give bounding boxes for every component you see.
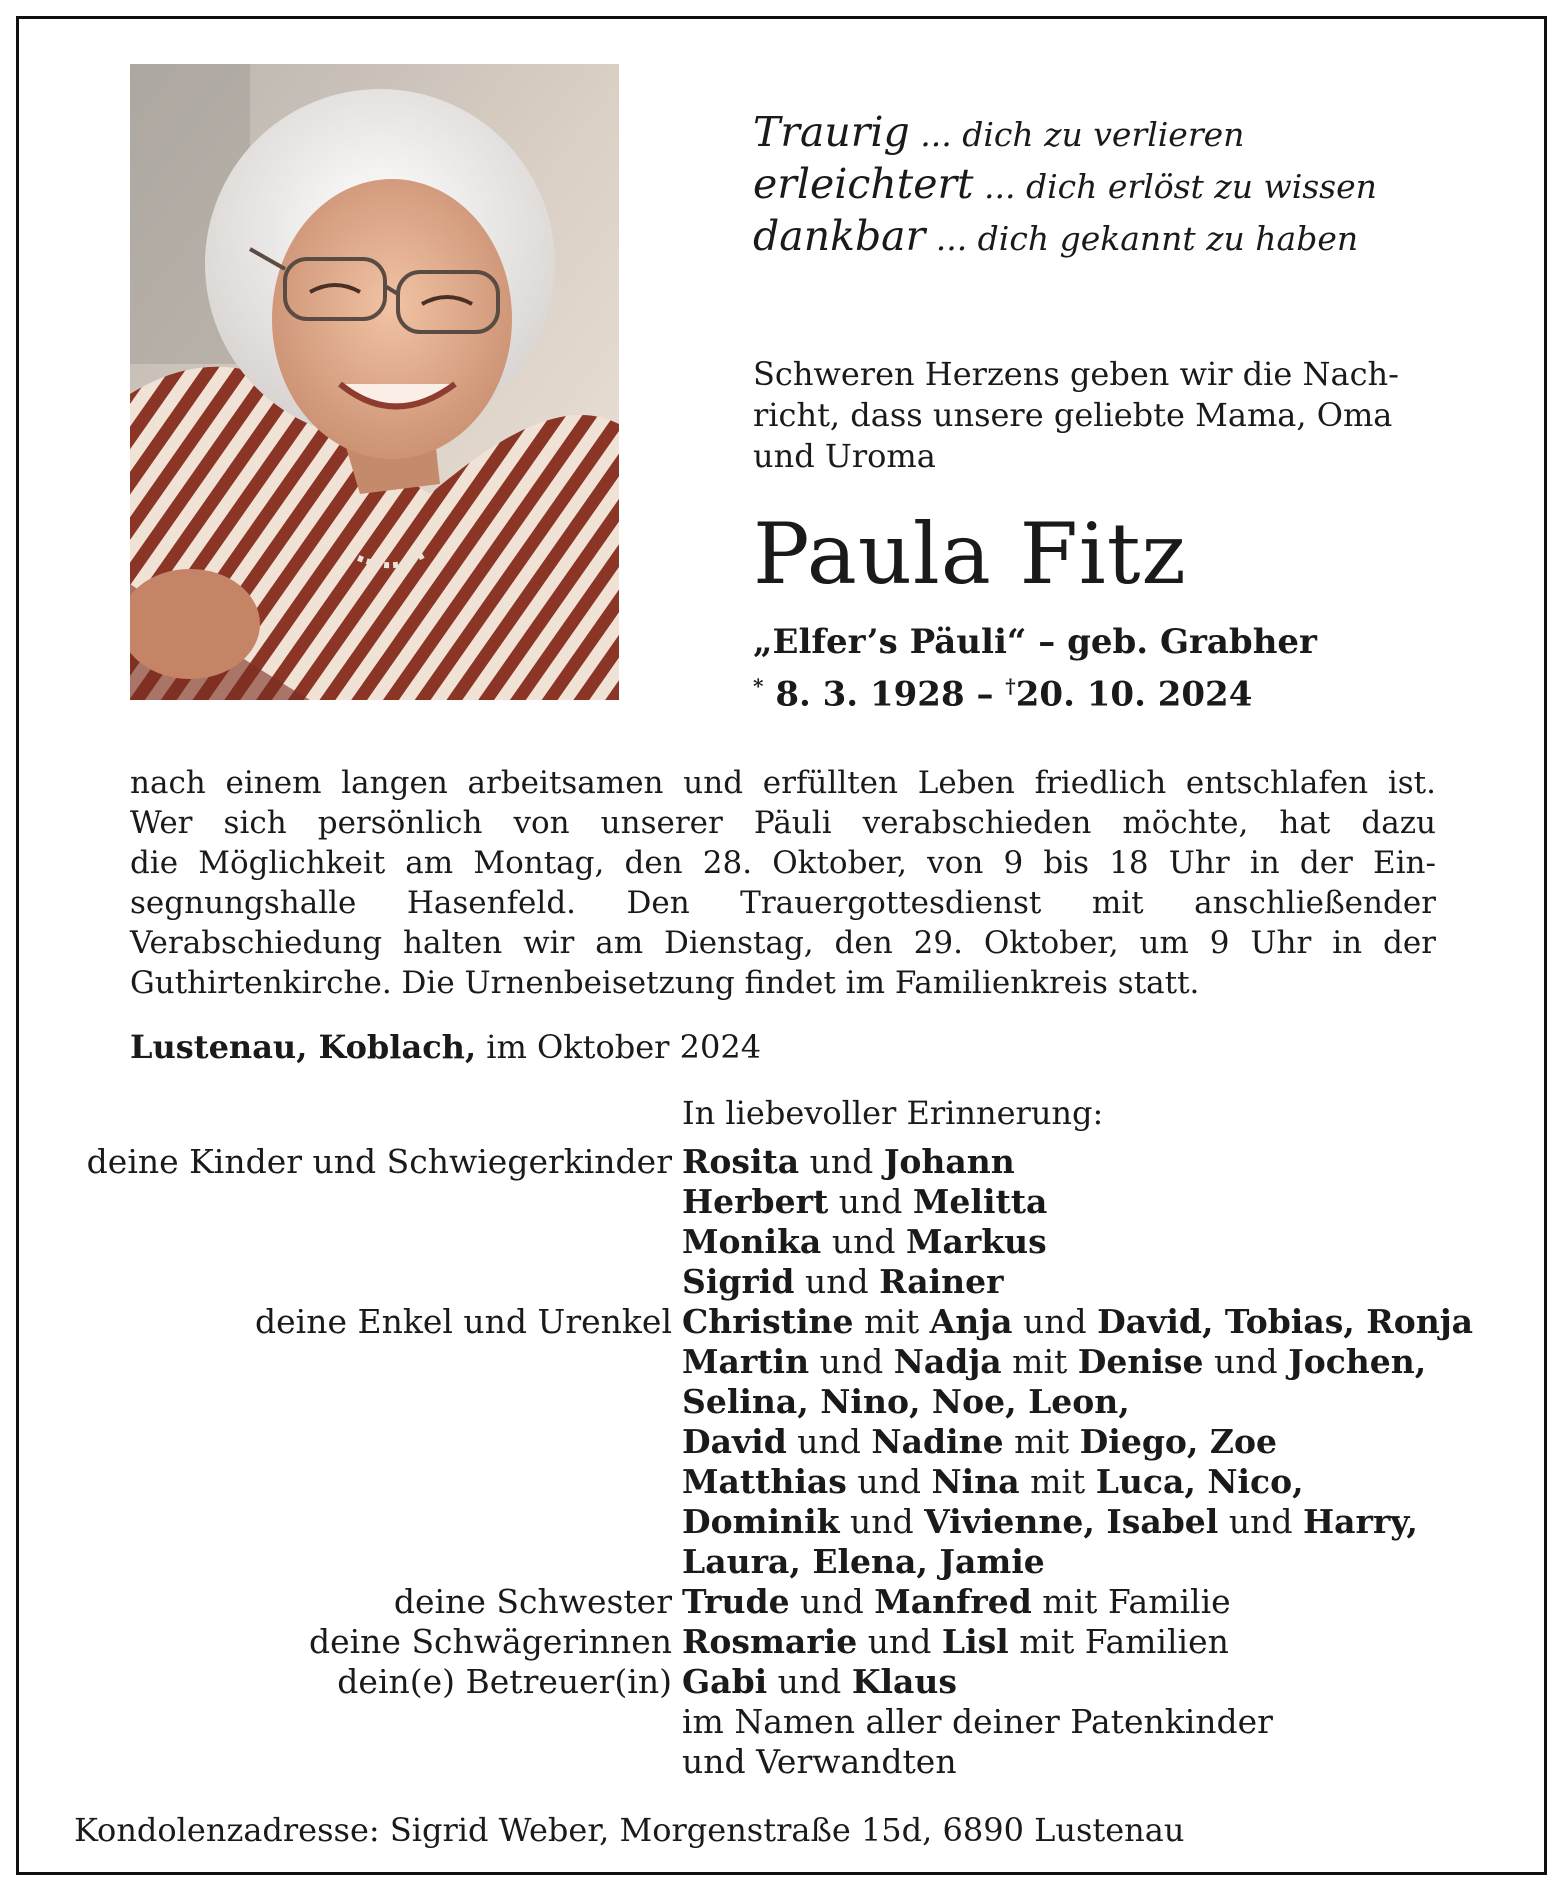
person-name: Dominik	[682, 1502, 840, 1541]
announcement-body	[130, 763, 1436, 1003]
connector-text: und	[828, 1182, 913, 1221]
poem-line	[753, 160, 1453, 212]
relationship-label	[60, 1742, 682, 1782]
mourner-row	[60, 1342, 1540, 1382]
poem-phrase: ... dich erlöst zu wissen	[973, 167, 1377, 206]
mourner-names	[682, 1542, 1045, 1582]
mourner-row	[60, 1622, 1540, 1662]
person-name: Melitta	[912, 1182, 1048, 1221]
person-name: Jochen,	[1288, 1342, 1427, 1381]
connector-text: und	[786, 1422, 872, 1461]
month-year: im Oktober 2024	[476, 1028, 762, 1066]
relationship-label	[60, 1462, 682, 1502]
poem-phrase: ... dich gekannt zu haben	[925, 219, 1359, 258]
connector-text: und	[794, 1262, 880, 1301]
connector-text: und Verwandten	[682, 1742, 957, 1781]
body-line: Guthirtenkirche. Die Urnenbeisetzung findet im Familienkreis statt.	[130, 965, 1200, 1001]
person-name: David	[682, 1422, 787, 1461]
deceased-name: Paula Fitz	[753, 505, 1187, 603]
person-name: Rosita	[682, 1142, 800, 1181]
connector-text: und	[1203, 1342, 1289, 1381]
relationship-label	[60, 1182, 682, 1222]
mourner-names	[682, 1662, 957, 1702]
person-name: Manfred	[874, 1582, 1032, 1621]
mourner-names	[682, 1462, 1304, 1502]
relationship-label: deine Schwester	[393, 1582, 672, 1621]
connector-text: mit	[853, 1302, 930, 1341]
relationship-label	[60, 1222, 682, 1262]
person-name: David, Tobias, Ronja	[1097, 1302, 1474, 1341]
portrait-photo	[130, 64, 619, 700]
mourner-row	[60, 1702, 1540, 1742]
person-name: Vivienne, Isabel	[924, 1502, 1219, 1541]
connector-text: mit	[1001, 1342, 1078, 1381]
mourner-row	[60, 1742, 1540, 1782]
mourner-row	[60, 1582, 1540, 1622]
mourner-row	[60, 1222, 1540, 1262]
person-name: Sigrid	[682, 1262, 795, 1301]
death-date: 20. 10. 2024	[1015, 674, 1253, 715]
mourner-names	[682, 1262, 1004, 1302]
relationship-label	[60, 1422, 682, 1462]
person-name: Lisl	[941, 1622, 1009, 1661]
connector-text: und	[846, 1462, 932, 1501]
relationship-label	[60, 1342, 682, 1382]
person-name: Harry,	[1302, 1502, 1418, 1541]
poem-keyword: dankbar	[753, 212, 926, 260]
person-name: Markus	[905, 1222, 1047, 1261]
mourner-names	[682, 1382, 1130, 1422]
connector-text: und	[857, 1622, 942, 1661]
intro-line: und Uroma	[753, 437, 936, 475]
person-name: Trude	[682, 1582, 790, 1621]
birth-symbol: *	[753, 674, 764, 698]
relationship-label	[60, 1702, 682, 1742]
poem-phrase: ... dich zu verlieren	[909, 115, 1245, 154]
memory-heading: In liebevoller Erinnerung:	[682, 1094, 1104, 1132]
relationship-label	[60, 1542, 682, 1582]
mourner-names	[682, 1582, 1231, 1622]
relationship-label: dein(e) Betreuer(in)	[337, 1662, 672, 1701]
connector-text: mit Familien	[1008, 1622, 1229, 1661]
connector-text: mit Familie	[1031, 1582, 1231, 1621]
poem-keyword: Traurig	[753, 108, 910, 156]
body-line: Verabschiedung halten wir am Dienstag, den 29. Oktober, um 9 Uhr in der	[130, 925, 1436, 961]
mourner-names	[682, 1742, 957, 1782]
relationship-label	[60, 1262, 682, 1302]
connector-text: mit	[1019, 1462, 1096, 1501]
person-name: Denise	[1077, 1342, 1204, 1381]
person-name: Matthias	[682, 1462, 847, 1501]
portrait-image	[130, 64, 619, 700]
person-name: Herbert	[682, 1182, 829, 1221]
person-name: Rainer	[879, 1262, 1004, 1301]
connector-text: im Namen aller deiner Patenkinder	[682, 1702, 1273, 1741]
mourner-names	[682, 1622, 1229, 1662]
mourner-names	[682, 1342, 1426, 1382]
body-line: segnungshalle Hasenfeld. Den Trauergottesdienst mit anschließender	[130, 885, 1436, 921]
relationship-label: deine Schwägerinnen	[308, 1622, 672, 1661]
connector-text: und	[839, 1502, 925, 1541]
relationship-label	[60, 1382, 682, 1422]
person-name: Martin	[682, 1342, 810, 1381]
body-line: nach einem langen arbeitsamen und erfüllten Leben friedlich entschlafen ist.	[130, 765, 1436, 801]
place-and-date	[130, 1028, 761, 1066]
mourner-row	[60, 1662, 1540, 1702]
body-line: die Möglichkeit am Montag, den 28. Oktober, von 9 bis 18 Uhr in der Ein-	[130, 845, 1436, 881]
intro-text	[753, 354, 1453, 477]
poem-line	[753, 212, 1453, 264]
intro-line: Schweren Herzens geben wir die Nach-	[753, 355, 1399, 393]
mourner-names	[682, 1422, 1277, 1462]
mourner-row	[60, 1382, 1540, 1422]
body-line: Wer sich persönlich von unserer Päuli verabschieden möchte, hat dazu	[130, 805, 1436, 841]
poem	[753, 108, 1453, 264]
mourner-names	[682, 1182, 1047, 1222]
mourner-names	[682, 1502, 1418, 1542]
connector-text: und	[799, 1142, 884, 1181]
connector-text: und	[821, 1222, 906, 1261]
death-symbol: †	[1005, 674, 1016, 698]
relationship-label: deine Kinder und Schwiegerkinder	[86, 1142, 672, 1181]
connector-text: und	[1218, 1502, 1303, 1541]
connector-text: und	[809, 1342, 894, 1381]
connector-text: und	[789, 1582, 875, 1621]
person-name: Klaus	[851, 1662, 957, 1701]
intro-line: richt, dass unsere geliebte Mama, Oma	[753, 396, 1393, 434]
mourner-row	[60, 1502, 1540, 1542]
mourner-names	[682, 1702, 1273, 1742]
mourner-row	[60, 1422, 1540, 1462]
poem-line	[753, 108, 1453, 160]
mourner-names	[682, 1142, 1015, 1182]
person-name: Diego, Zoe	[1079, 1422, 1277, 1461]
mourners-list	[60, 1142, 1540, 1782]
mourner-row	[60, 1302, 1540, 1342]
person-name: Nadja	[893, 1342, 1002, 1381]
person-name: Christine	[682, 1302, 854, 1341]
place-names: Lustenau, Koblach,	[130, 1028, 477, 1066]
person-name: Anja	[929, 1302, 1013, 1341]
connector-text: und	[1012, 1302, 1098, 1341]
poem-keyword: erleichtert	[753, 160, 974, 208]
mourner-row	[60, 1182, 1540, 1222]
person-name: Luca, Nico,	[1095, 1462, 1304, 1501]
nickname-and-maiden-name: „Elfer’s Päuli“ – geb. Grabher	[753, 622, 1317, 662]
mourner-names	[682, 1222, 1047, 1262]
birth-date: 8. 3. 1928 –	[775, 674, 994, 715]
deceased-details	[753, 620, 1317, 716]
person-name: Johann	[883, 1142, 1015, 1181]
relationship-label: deine Enkel und Urenkel	[255, 1302, 672, 1341]
person-name: Nina	[931, 1462, 1020, 1501]
relationship-label	[60, 1502, 682, 1542]
person-name: Nadine	[871, 1422, 1004, 1461]
person-name: Selina, Nino, Noe, Leon,	[682, 1382, 1130, 1421]
person-name: Laura, Elena, Jamie	[682, 1542, 1045, 1581]
connector-text: mit	[1003, 1422, 1080, 1461]
mourner-row	[60, 1262, 1540, 1302]
mourner-row	[60, 1462, 1540, 1502]
person-name: Monika	[682, 1222, 822, 1261]
person-name: Rosmarie	[682, 1622, 858, 1661]
mourner-row	[60, 1542, 1540, 1582]
mourner-names	[682, 1302, 1473, 1342]
condolence-address: Kondolenzadresse: Sigrid Weber, Morgenstraße 15d, 6890 Lustenau	[74, 1811, 1185, 1849]
connector-text: und	[767, 1662, 852, 1701]
person-name: Gabi	[682, 1662, 768, 1701]
life-dates	[753, 664, 1317, 716]
mourner-row	[60, 1142, 1540, 1182]
